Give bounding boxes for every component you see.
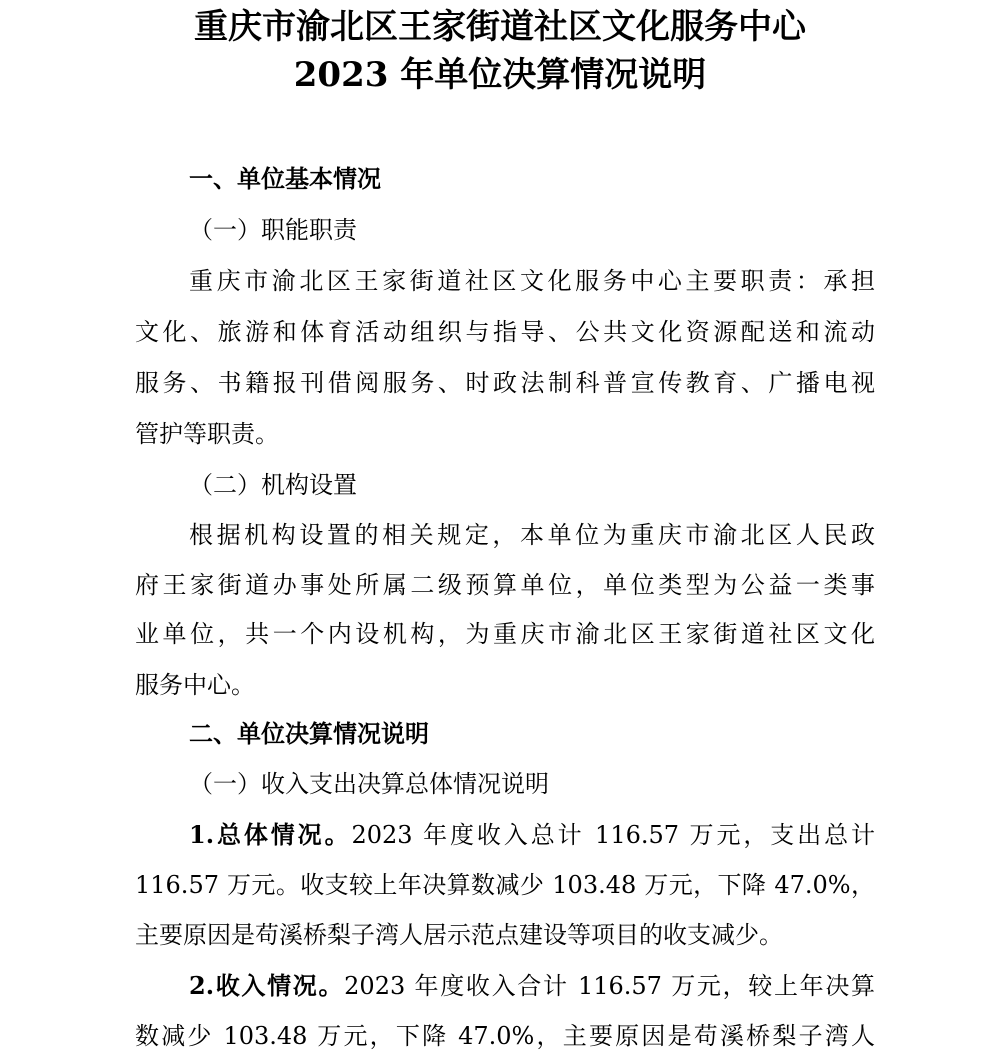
section-2-sub-1-heading: （一）收入支出决算总体情况说明 [189,770,549,798]
paragraph-line: 主要原因是苟溪桥梨子湾人居示范点建设等项目的收支减少。 [135,921,783,949]
item-label: 1.总体情况。 [189,820,352,849]
paragraph-line: 116.57 万元。收支较上年决算数减少 103.48 万元，下降 47.0%， [135,871,875,899]
paragraph-line: 重庆市渝北区王家街道社区文化服务中心主要职责：承担 [189,267,875,295]
item-text: 2023 年度收入合计 116.57 万元，较上年决算 [344,972,875,1000]
paragraph-line: 业单位，共一个内设机构，为重庆市渝北区王家街道社区文化 [135,620,875,648]
document-title-line-2: 2023 年单位决算情况说明 [293,55,707,95]
paragraph-line: 根据机构设置的相关规定，本单位为重庆市渝北区人民政 [189,521,875,549]
item-text: 2023 年度收入总计 116.57 万元，支出总计 [351,821,875,849]
section-2-heading: 二、单位决算情况说明 [189,720,429,748]
paragraph-line: 数减少 103.48 万元，下降 47.0%，主要原因是苟溪桥梨子湾人 [135,1022,875,1050]
section-1-sub-1-heading: （一）职能职责 [189,216,357,244]
paragraph-line: 服务、书籍报刊借阅服务、时政法制科普宣传教育、广播电视 [135,369,875,397]
item-label: 2.收入情况。 [189,971,345,1000]
paragraph-line: 府王家街道办事处所属二级预算单位，单位类型为公益一类事 [135,571,875,599]
section-1-sub-2-heading: （二）机构设置 [189,471,357,499]
paragraph-line: 服务中心。 [135,671,255,699]
document-title-line-1: 重庆市渝北区王家街道社区文化服务中心 [194,7,806,47]
section-1-heading: 一、单位基本情况 [189,165,381,193]
paragraph-line: 文化、旅游和体育活动组织与指导、公共文化资源配送和流动 [135,318,875,346]
paragraph-line: 管护等职责。 [135,420,279,448]
paragraph-line [189,818,875,852]
paragraph-line [189,969,875,1003]
